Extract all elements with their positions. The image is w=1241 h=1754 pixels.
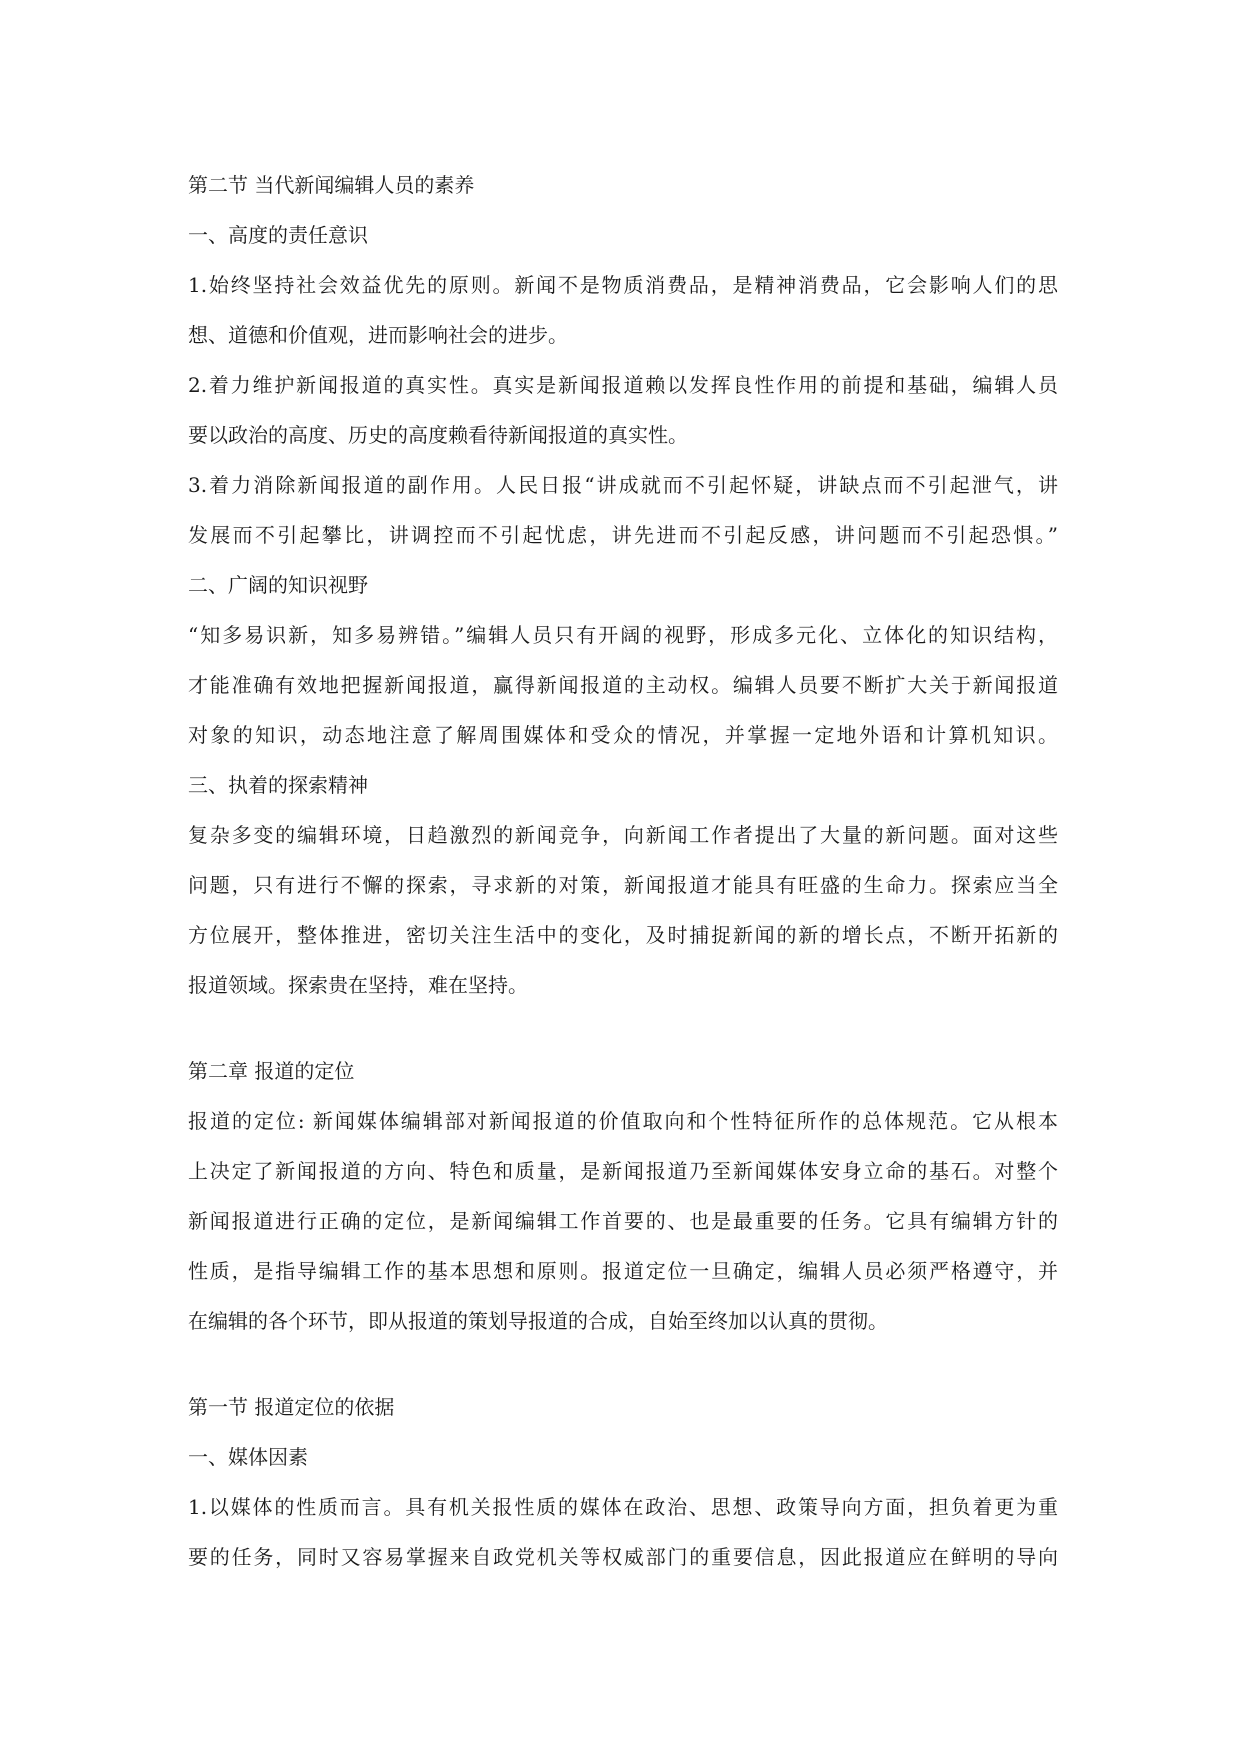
- heading-section-2: 第二节 当代新闻编辑人员的素养: [188, 173, 475, 197]
- paragraph-line: 复杂多变的编辑环境，日趋激烈的新闻竞争，向新闻工作者提出了大量的新问题。面对这些: [188, 823, 1058, 847]
- section-positioning-basis: [188, 1382, 1058, 1582]
- subheading-responsibility: 一、高度的责任意识: [188, 223, 368, 247]
- paragraph-line: “知多易识新，知多易辨错。”编辑人员只有开阔的视野，形成多元化、立体化的知识结构，: [188, 623, 1058, 647]
- paragraph-line: 要的任务，同时又容易掌握来自政党机关等权威部门的重要信息，因此报道应在鲜明的导向: [188, 1545, 1058, 1569]
- paragraph-line: 性质，是指导编辑工作的基本思想和原则。报道定位一旦确定，编辑人员必须严格遵守，并: [188, 1259, 1058, 1283]
- paragraph-line: 才能准确有效地把握新闻报道，赢得新闻报道的主动权。编辑人员要不断扩大关于新闻报道: [188, 673, 1058, 697]
- paragraph-line: 1.始终坚持社会效益优先的原则。新闻不是物质消费品，是精神消费品，它会影响人们的思: [188, 273, 1058, 297]
- section-spacer: [188, 1010, 1058, 1046]
- section-report-positioning: [188, 1046, 1058, 1346]
- heading-section-1: 第一节 报道定位的依据: [188, 1395, 395, 1419]
- paragraph-line: 对象的知识，动态地注意了解周围媒体和受众的情况，并掌握一定地外语和计算机知识。: [188, 723, 1058, 747]
- paragraph-line: 报道领域。探索贵在坚持，难在坚持。: [188, 973, 528, 997]
- heading-chapter-2: 第二章 报道的定位: [188, 1059, 355, 1083]
- paragraph-line: 在编辑的各个环节，即从报道的策划导报道的合成，自始至终加以认真的贯彻。: [188, 1309, 888, 1333]
- section-spacer: [188, 1346, 1058, 1382]
- paragraph-line: 2.着力维护新闻报道的真实性。真实是新闻报道赖以发挥良性作用的前提和基础，编辑人员: [188, 373, 1058, 397]
- paragraph-line: 发展而不引起攀比，讲调控而不引起忧虑，讲先进而不引起反感，讲问题而不引起恐惧。”: [188, 523, 1058, 547]
- section-editor-qualities: [188, 160, 1058, 1010]
- paragraph-line: 新闻报道进行正确的定位，是新闻编辑工作首要的、也是最重要的任务。它具有编辑方针的: [188, 1209, 1058, 1233]
- document-page: [188, 160, 1058, 1582]
- subheading-exploration: 三、执着的探索精神: [188, 773, 368, 797]
- paragraph-line: 1.以媒体的性质而言。具有机关报性质的媒体在政治、思想、政策导向方面，担负着更为重: [188, 1495, 1058, 1519]
- paragraph-line: 想、道德和价值观，进而影响社会的进步。: [188, 323, 568, 347]
- subheading-knowledge: 二、广阔的知识视野: [188, 573, 368, 597]
- paragraph-line: 方位展开，整体推进，密切关注生活中的变化，及时捕捉新闻的新的增长点，不断开拓新的: [188, 923, 1058, 947]
- paragraph-line: 3.着力消除新闻报道的副作用。人民日报“讲成就而不引起怀疑，讲缺点而不引起泄气，讲: [188, 473, 1058, 497]
- paragraph-line: 要以政治的高度、历史的高度赖看待新闻报道的真实性。: [188, 423, 688, 447]
- paragraph-line: 问题，只有进行不懈的探索，寻求新的对策，新闻报道才能具有旺盛的生命力。探索应当全: [188, 873, 1058, 897]
- paragraph-line: 上决定了新闻报道的方向、特色和质量，是新闻报道乃至新闻媒体安身立命的基石。对整个: [188, 1159, 1058, 1183]
- subheading-media-factors: 一、媒体因素: [188, 1445, 308, 1469]
- paragraph-line: 报道的定位: 新闻媒体编辑部对新闻报道的价值取向和个性特征所作的总体规范。它从根本: [188, 1109, 1058, 1133]
